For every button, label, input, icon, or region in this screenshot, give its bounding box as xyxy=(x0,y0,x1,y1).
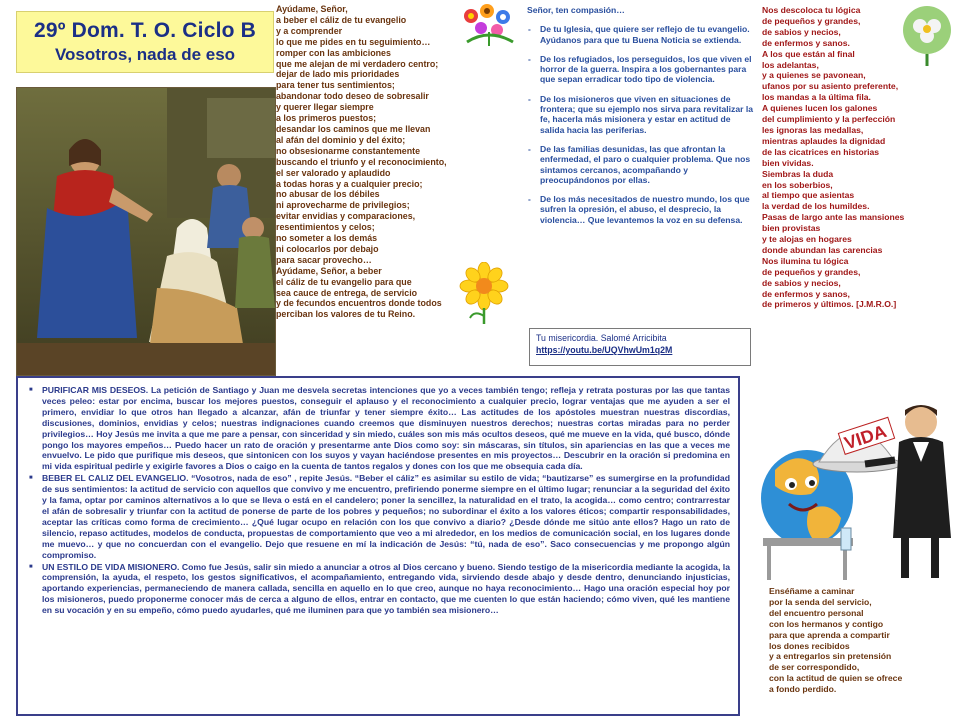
prayer1-line: no obsesionarme constantemente xyxy=(276,145,421,156)
prayer-text-left xyxy=(276,4,526,320)
poem-line: de pequeños y grandes, xyxy=(762,266,861,277)
service-prayer xyxy=(769,586,957,695)
service-prayer-line: y a entregarlos sin pretensión xyxy=(769,651,892,662)
prayer1-line: el ser valorado y aplaudido xyxy=(276,167,391,178)
prayer1-line: romper con las ambiciones xyxy=(276,47,391,58)
prayer1-line: al afán del dominio y del éxito; xyxy=(276,134,406,145)
poem-line: los mandas a la última fila. xyxy=(762,92,871,103)
prayer1-line: y a comprender xyxy=(276,25,343,36)
logic-poem xyxy=(762,5,958,310)
prayer1-line: ni aprovecharme de privilegios; xyxy=(276,200,410,211)
page-subtitle: Vosotros, nada de eso xyxy=(54,45,236,64)
song-title: Tu misericordia. Salomé Arricibita xyxy=(536,333,667,343)
poem-line: de pequeños y grandes, xyxy=(762,15,861,26)
prayer1-line: a beber el cáliz de tu evangelio xyxy=(276,14,407,25)
poem-line: al tiempo que asientas xyxy=(762,190,855,201)
compassion-item: - De los más necesitados de nuestro mundo, los que sufren la opresión, el abuso, el desprecio, la violencia… Que levantemos la voz en su defensa. xyxy=(527,194,753,225)
prayer1-line: el cáliz de tu evangelio para que xyxy=(276,276,412,287)
reflection-point: ■ UN ESTILO DE VIDA MISIONERO. Como fue Jesús, salir sin miedo a anunciar a otros al Dios cercano y bueno. Siendo testigo de la misericordia mediante la acogida, la comprensión, la ayuda, el respeto, los gestos significativos, el acompañamiento, entregando vida, sirviendo desde abajo y desde dentro, denunciando injusticias, aportando experiencias, permaneciendo de manera callada, sencilla en aquello en lo que creo, aunque no haya reconocimiento… Hago una oración especial hoy por los misioneros, puedo proponerme conocer más de cerca a alguno de ellos, entrar en contacto, que me cuenten lo que están haciendo; cómo viven, qué les mantiene en su vocación y en su empeño, cómo puedo ayudarles, qué me iluminen para que yo también sea misionero… xyxy=(28,562,730,617)
poem-line: y a quienes se pavonean, xyxy=(762,70,866,81)
service-prayer-line: Enséñame a caminar xyxy=(769,586,855,596)
poem-line: les ignoras las medallas, xyxy=(762,124,864,135)
title-box xyxy=(16,11,274,73)
poem-line: y te alojas en hogares xyxy=(762,234,852,245)
poem-line: la verdad de los humildes. xyxy=(762,201,870,212)
prayer1-line: Ayúdame, Señor, xyxy=(276,4,348,14)
prayer1-line: abandonar todo deseo de sobresalir xyxy=(276,91,429,102)
poem-line: Siembras la duda xyxy=(762,168,834,179)
prayer1-line: Ayúdame, Señor, a beber xyxy=(276,265,382,276)
poem-line: Pasas de largo ante las mansiones xyxy=(762,212,905,223)
poem-line: donde abundan las carencias xyxy=(762,244,883,255)
poem-line: A quienes lucen los galones xyxy=(762,103,878,114)
poem-line: del cumplimiento y la perfección xyxy=(762,114,896,125)
prayer1-line: evitar envidias y comparaciones, xyxy=(276,211,416,222)
poem-line: los adelantas, xyxy=(762,59,819,70)
service-prayer-line: con los hermanos y contigo xyxy=(769,618,884,629)
poem-line: ufanos por su asiento preferente, xyxy=(762,81,899,92)
poem-line: de enfermos y sanos. xyxy=(762,37,850,48)
prayer1-line: no abusar de los débiles xyxy=(276,189,380,200)
service-prayer-line: a fondo perdido. xyxy=(769,684,837,695)
poem-line: de las cicatrices en historias xyxy=(762,146,880,157)
poem-line: A los que están al final xyxy=(762,48,855,59)
prayer1-line: perciban los valores de tu Reino. xyxy=(276,309,416,320)
reflection-point: ■ BEBER EL CALIZ DEL EVANGELIO. “Vosotros, nada de eso” , repite Jesús. “Beber el cáliz” es asimilar su estilo de vida; “bautizarse” es sumergirse en la profundidad de sus sentimientos: la actitud de servicio con aquellos que convivo y me encuentro, prefiriendo ponerme siempre en el último lugar; renunciar a la seguridad del éxito y la fama, optar por caminos alternativos a lo que se lleva o está en el candelero; poner la sencillez, la naturalidad en el trato, la acogida… como centro; contrarrestar el afán de sobresalir y triunfar con la actitud de ponerse de parte de los pobres y pequeños; no subordinar el éxito a los valores éticos; compartir responsabilidades, aceptar las críticas como forma de crecimiento… ¿Qué lugar ocupo en relación con los que convivo a diario? ¿Desde dónde me sitúo ante ellos? Hago un rato de silencio, repaso actitudes, modelos de conducta, propuestas de comportamiento que veo a mi alrededor, en los medios de comunicación social, en los lugares donde me muevo… y que no concuerdan con el evangelio. Dejo que resuene en mí la indicación de Jesús: “tú, nada de eso”. Saco consecuencias y me propongo algún compromiso. xyxy=(28,473,730,560)
poem-line: bien provistas xyxy=(762,223,821,234)
service-prayer-line: de ser correspondido, xyxy=(769,662,860,673)
prayer1-line: y querer llegar siempre xyxy=(276,102,374,113)
prayer1-line: ni colocarlos por debajo xyxy=(276,243,379,254)
service-prayer-line: del encuentro personal xyxy=(769,607,864,618)
service-prayer-line: con la actitud de quien se ofrece xyxy=(769,673,903,684)
compassion-prayer xyxy=(527,5,753,234)
poem-line: en los soberbios, xyxy=(762,179,833,190)
compassion-heading: Señor, ten compasión… xyxy=(527,5,625,15)
poem-line: de primeros y últimos. [J.M.R.O.] xyxy=(762,299,897,310)
song-link[interactable]: https://youtu.be/UQVhwUm1q2M xyxy=(536,345,673,355)
jesus-painting xyxy=(16,87,276,376)
poem-line: Nos descoloca tu lógica xyxy=(762,5,861,15)
prayer1-line: que me alejan de mi verdadero centro; xyxy=(276,58,439,69)
reflection-list xyxy=(28,385,730,616)
prayer1-line: dejar de lado mis prioridades xyxy=(276,69,400,80)
poem-line: Nos ilumina tu lógica xyxy=(762,255,849,266)
prayer1-line: resentimientos y celos; xyxy=(276,222,375,233)
prayer1-line: desandar los caminos que me llevan xyxy=(276,123,431,134)
globe-waiter-cartoon xyxy=(745,378,955,583)
poem-line: bien vividas. xyxy=(762,157,814,168)
reflection-point: ■ PURIFICAR MIS DESEOS. La petición de Santiago y Juan me desvela secretas intenciones que yo a veces también tengo; refleja y retrata posturas por las que tantas veces peleo: estar por encima, buscar los mejores puestos, conseguir el aplauso y el reconocimiento a cualquier precio, lograr ventajas que me ayuden a ser el primero, envidiar lo que otros han llegado a alcanzar, afán de triunfar y tener siempre éxito… Las actitudes de los apóstoles muestran nuestras discordias, discusiones, dominios, envidias y celos; nuestras indignaciones cuando creemos que disminuyen nuestros derechos; nuestras cortas miradas para no perder privilegios… Hoy Jesús me invita a que me pare a pensar, con sinceridad y sin miedo, cuáles son mis más ocultos deseos, qué me mueve en la vida, qué busco, dónde pongo los mayores empeños… Puedo hacer un rato de oración y presentarme ante Dios como soy: sin máscaras, sin títulos, sin apariencias en las que a veces me envuelvo. Le pido que purifique mis deseos, que sintonicen con los suyos y vayan haciéndose presentes en mis proyectos… Descubrir en la oración si predomina en mi vida espiritual pedirle y exigirle favores a Dios o caigo en la cuenta de tantos regalos y dones con los que me obsequia cada día. xyxy=(28,385,730,472)
song-link-box xyxy=(529,328,751,366)
compassion-item: - De los refugiados, los perseguidos, los que viven el horror de la guerra. Inspira a los gobernantes para que sepan erradicar todo tipo de violencia. xyxy=(527,54,753,85)
poem-line: de enfermos y sanos, xyxy=(762,288,850,299)
prayer1-line: y de fecundos encuentros donde todos xyxy=(276,298,442,309)
prayer1-line: a los primeros puestos; xyxy=(276,113,377,124)
painting-illustration xyxy=(17,88,276,376)
compassion-item: - De las familias desunidas, las que afrontan la enfermedad, el paro o cualquier problema. Que nos sintamos cercanos, acompañando y preocupándonos por ellas. xyxy=(527,144,753,185)
service-prayer-line: por la senda del servicio, xyxy=(769,596,872,607)
page-title: 29º Dom. T. O. Ciclo B xyxy=(33,19,257,42)
prayer1-line: sea cauce de entrega, de servicio xyxy=(276,287,418,298)
prayer1-line: buscando el triunfo y el reconocimiento, xyxy=(276,156,447,167)
poem-line: mientras aplaudes la dignidad xyxy=(762,135,886,146)
service-prayer-line: para que aprenda a compartir xyxy=(769,629,890,640)
prayer1-line: a todas horas y a cualquier precio; xyxy=(276,178,423,189)
poem-line: de sabios y necios, xyxy=(762,277,841,288)
prayer1-line: para tener tus sentimientos; xyxy=(276,80,395,91)
prayer1-line: para sacar provecho… xyxy=(276,254,372,265)
prayer1-line: lo que me pides en tu seguimiento… xyxy=(276,36,431,47)
compassion-list xyxy=(527,24,753,225)
vida-label: VIDA xyxy=(841,421,889,454)
compassion-item: - De tu Iglesia, que quiere ser reflejo de tu evangelio. Ayúdanos para que tu Buena Noticia se extienda. xyxy=(527,24,753,45)
poem-line: de sabios y necios, xyxy=(762,26,841,37)
service-prayer-line: los dones recibidos xyxy=(769,640,850,651)
prayer1-line: no someter a los demás xyxy=(276,233,378,244)
reflection-box xyxy=(16,376,740,716)
compassion-item: - De los misioneros que viven en situaciones de frontera; que su ejemplo nos sirva para revitalizar la fe, hacerla más misionera y estar en actitud de salida hacia las periferias. xyxy=(527,94,753,135)
